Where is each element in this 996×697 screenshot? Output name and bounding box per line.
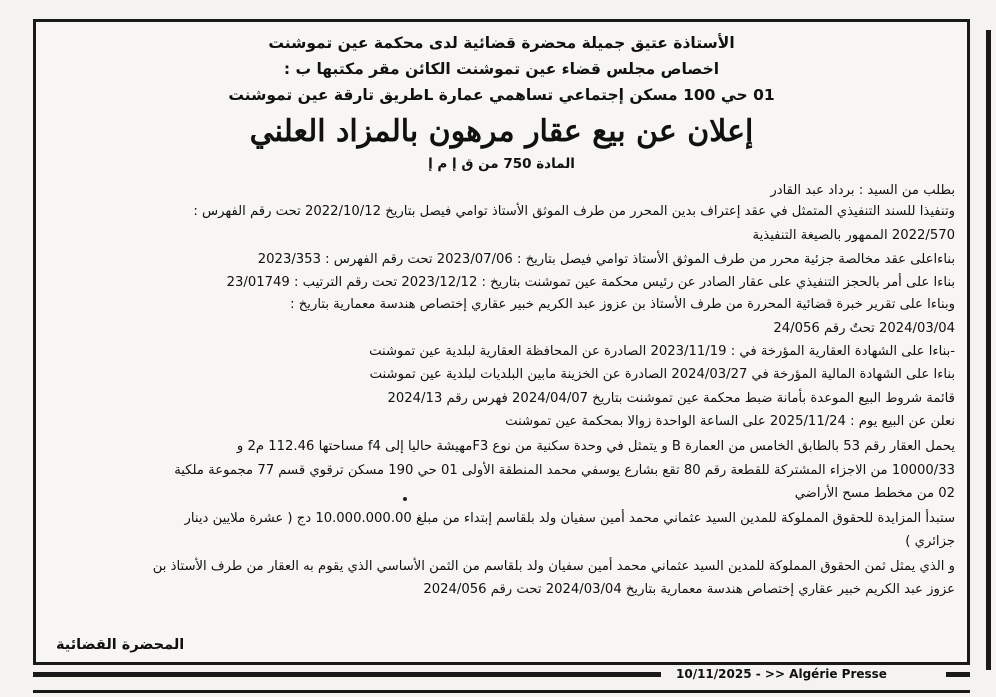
body-line-expert-report-date: 2024/03/04 تحتٌ رقم 24/056 [773,321,955,336]
bailiff-signature-label: المحضرة القضائية [56,637,185,653]
body-line-starting-price: ستبدأ المزايدة للحقوق المملوكة للمدين السيد عثماني محمد أمين سفيان ولد بلقاسم إبتداء من مبلغ 10.000.000.00 دج ( عشرة ملايين دينار [184,511,955,526]
body-line-land-certificate: -بناءا على الشهادة العقارية المؤرخة في : 2023/11/19 الصادرة عن المحافظة العقارية لبلدية عين تموشنت [369,344,955,359]
notice-frame [33,19,970,665]
legal-article: المادة 750 من ق إ م إ [428,156,575,172]
body-line-expert-report: وبناءا على تقرير خبرة قضائية المحررة من طرف الأستاذ بن عزوز عبد الكريم خبير عقاري إختصاص هندسة معمارية بتاريخ : [290,297,955,312]
body-line-enforcement-title: وتنفيذا للسند التنفيذي المتمثل في عقد إعتراف بدين المحرر من طرف الموثق الأستاذ توامي فيصل بتاريخ 2022/10/12 تحت رقم الفهرس : [193,204,955,219]
jurisdiction-line: اخصاص مجلس قضاء عين تموشنت الكائن مقر مكتبها ب : [283,60,720,78]
body-line-expert-reference: عزوز عبد الكريم خبير عقاري إختصاص هندسة معمارية بتاريخ 2024/03/04 تحت رقم 2024/056 [423,582,955,597]
body-line-partial-discharge: بناءاعلى عقد مخالصة جزئية محرر من طرف الموثق الأستاذ توامي فيصل بتاريخ : 2023/07/06 تحت رقم الفهرس : 2023/353 [257,252,955,267]
body-line-price-basis: و الذي يمثل ثمن الحقوق المملوكة للمدين السيد عثماني محمد أمين سفيان ولد بلقاسم من الثمن الأساسي الذي يقوم به العقار من طرف الأستاذ بن [152,559,955,574]
body-line-currency: جزائري ) [905,534,955,549]
body-line-cadastre: 02 من مخطط مسح الأراضي [794,486,955,501]
adjacent-column-border [986,30,991,670]
bailiff-name-line: الأستاذة عتيق جميلة محضرة قضائية لدى محكمة عين تموشنت [268,34,735,52]
body-line-seizure-order: بناءا على أمر بالحجز التنفيذي على عقار الصادر عن رئيس محكمة عين تموشنت بتاريخ : 2023/12/12 تحت رقم الترتيب : 23/01749 [226,275,955,290]
notice-title: إعلان عن بيع عقار مرهون بالمزاد العلني [249,114,754,149]
office-address-line: 01 حي 100 مسكن إجتماعي تساهمي عمارة Lطريق تارقة عين تموشنت [228,86,775,104]
body-line-sale-date: نعلن عن البيع يوم : 2025/11/24 على الساعة الواحدة زوالا بمحكمة عين تموشنت [505,414,955,429]
footer-rule-right [946,672,970,677]
body-line-financial-certificate: بناءا على الشهادة المالية المؤرخة في 2024/03/27 الصادرة عن الخزينة مابين البلديات لبلدية عين تموشنت [369,367,955,382]
publication-credit: 10/11/2025 - >> Algérie Presse [676,667,887,681]
body-line-index-number: 2022/570 الممهور بالصيغة التنفيذية [752,228,955,243]
body-line-sale-conditions: قائمة شروط البيع الموعدة بأمانة ضبط محكمة عين تموشنت بتاريخ 2024/04/07 فهرس رقم 2024/13 [387,391,955,406]
body-line-requester: بطلب من السيد : برداد عبد القادر [770,183,955,198]
body-line-property-description: يحمل العقار رقم 53 بالطابق الخامس من العمارة B و يتمثل في وحدة سكنية من نوع F3مهيشة حاليا إلى f4 مساحتها 112.46 م2 و [236,439,955,454]
body-line-common-parts: 10000/33 من الاجزاء المشتركة للقطعة رقم 80 تقع بشارع يوسفي محمد المنطقة الأولى 01 حي 190 مسكن ترقوي قسم 77 مجموعة ملكية [174,463,955,478]
footer-rule-left [33,672,661,677]
stray-dot [403,497,407,501]
page-bottom-border [33,690,970,693]
